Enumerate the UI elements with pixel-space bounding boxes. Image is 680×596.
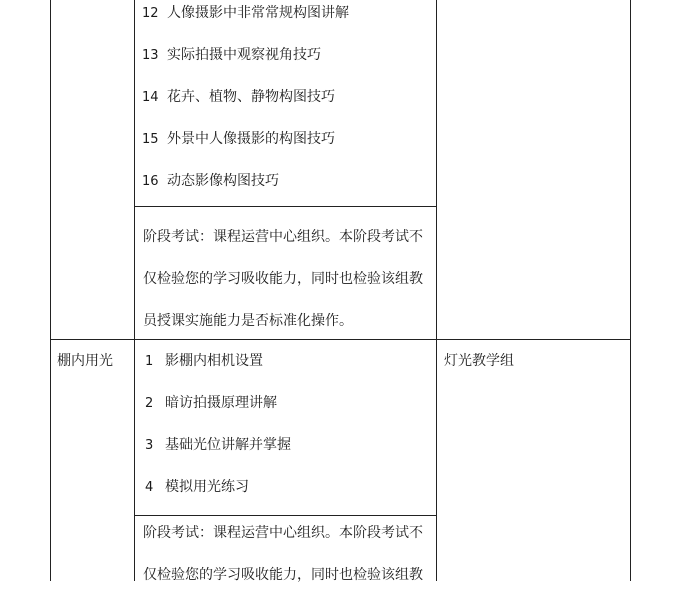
item-text: 影棚内相机设置 bbox=[165, 353, 263, 369]
exam-line: 员授课实施能力是否标准化操作。 bbox=[143, 313, 353, 329]
exam-line: 仅检验您的学习吸收能力，同时也检验该组教 bbox=[143, 271, 423, 287]
item-number: 13 bbox=[142, 48, 159, 63]
table-border-col2 bbox=[134, 0, 135, 581]
section-1-exam-note bbox=[143, 216, 435, 342]
section-2-group: 灯光教学组 bbox=[444, 353, 514, 369]
item-text: 人像摄影中非常常规构图讲解 bbox=[167, 5, 349, 21]
item-text: 暗访拍摄原理讲解 bbox=[165, 395, 277, 411]
item-text: 花卉、植物、静物构图技巧 bbox=[167, 89, 335, 105]
item-number: 3 bbox=[145, 438, 154, 453]
exam-line: 仅检验您的学习吸收能力，同时也检验该组教 bbox=[143, 567, 423, 583]
section-2-exam-note bbox=[143, 512, 435, 596]
item-number: 15 bbox=[142, 132, 159, 147]
item-number: 4 bbox=[145, 480, 154, 495]
item-number: 2 bbox=[145, 396, 154, 411]
item-text: 外景中人像摄影的构图技巧 bbox=[167, 131, 335, 147]
item-number: 16 bbox=[142, 174, 159, 189]
row-divider-exam-1 bbox=[134, 206, 436, 207]
item-number: 1 bbox=[145, 354, 154, 369]
item-text: 动态影像构图技巧 bbox=[167, 173, 279, 189]
exam-line: 阶段考试：课程运营中心组织。本阶段考试不 bbox=[143, 525, 423, 541]
item-text: 实际拍摄中观察视角技巧 bbox=[167, 47, 321, 63]
item-text: 基础光位讲解并掌握 bbox=[165, 437, 291, 453]
item-text: 模拟用光练习 bbox=[165, 479, 249, 495]
table-border-right bbox=[630, 0, 631, 581]
section-2-topic: 棚内用光 bbox=[57, 353, 113, 369]
item-number: 12 bbox=[142, 6, 159, 21]
table-border-left bbox=[50, 0, 51, 581]
exam-line: 阶段考试：课程运营中心组织。本阶段考试不 bbox=[143, 229, 423, 245]
item-number: 14 bbox=[142, 90, 159, 105]
table-border-col3 bbox=[436, 0, 437, 581]
